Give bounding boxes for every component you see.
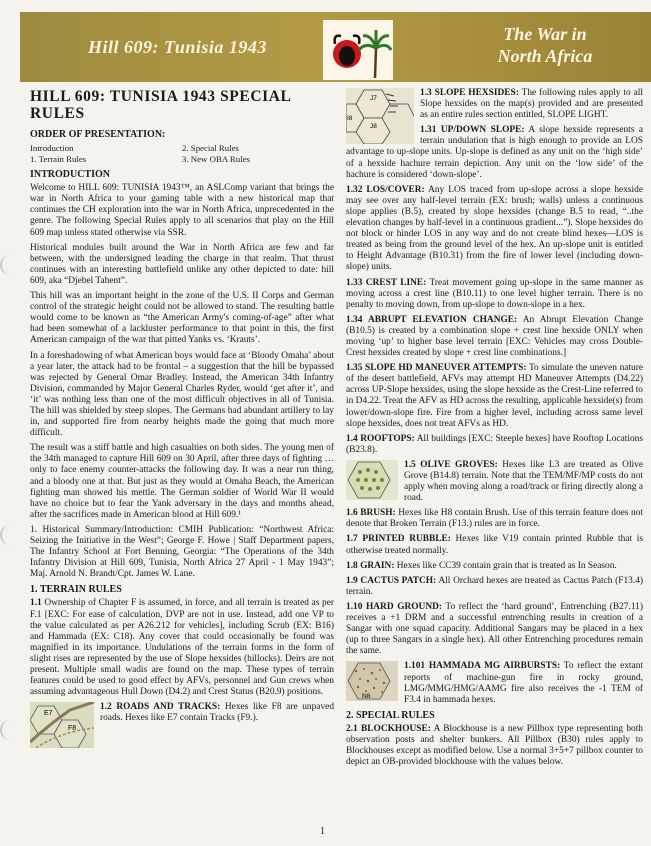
rule-label: 1.1 (30, 598, 42, 609)
order-list (30, 143, 334, 164)
rule-label: 1.32 LOS/COVER: (346, 184, 425, 195)
rule-1-6 (346, 508, 643, 530)
rule-label: 1.34 ABRUPT ELEVATION CHANGE: (346, 314, 518, 325)
binder-hole (0, 525, 20, 545)
rule-2-1 (346, 724, 643, 768)
rule-label: 1.33 CREST LINE: (346, 277, 427, 288)
rule-label: 1.2 ROADS AND TRACKS: (100, 702, 221, 713)
rule-text: Treat movement going up-slope in the same manner as moving across a crest line (B10.11) to one level higher terrain. There is no penalty to moving down, from up-slope to down-slope in a hex. (346, 277, 643, 310)
intro-paragraph: Welcome to HILL 609: TUNISIA 1943™, an ASLComp variant that brings the war in North Africa to your gaming table with a new historical map that continues the CH exploration into the war in North Africa, unprecedented in the genre. The following Special Rules apply to all scenarios that play on the Hill 609 map unless stated otherwise via SSR. (30, 183, 334, 238)
rule-1-4 (346, 434, 643, 456)
rule-1-3 (346, 88, 643, 130)
rule-1-1 (30, 598, 334, 698)
order-item: 2. Special Rules (182, 143, 239, 154)
rule-1-33 (346, 278, 643, 311)
rule-text: Hexes like V19 contain printed Rubble that is otherwise treated normally. (346, 534, 643, 556)
rule-text: Any LOS traced from up-slope across a slope hexside may see over any half-level terrain (EX: brush; walls) unless a continuous slope applies (B.5), created by slope hexsides (change B.5 to read, “..the elevation changes by half-level in a continuous gradient...”). Slope hexsides do not block or hinder LOS in any way and do not create blind hexes—LOS is treated as being from the ground level of the hex. An up-slope unit is entitled to Height Advantage (B10.31) from the fire of lower level (including down-slope) units. (346, 184, 644, 273)
rule-text: Hexes like F8 are unpaved roads. Hexes like E7 contain Tracks (F9.). (100, 702, 335, 724)
header-series-title (465, 23, 625, 67)
olive-grove-hex-diagram (346, 460, 398, 500)
intro-paragraph: The result was a stiff battle and high casualties on both sides. The young men of the 34th managed to capture Hill 609 on 30 April, after three days of fighting … only to face enemy counter-attacks the following day. It was a near run thing, and a bloody one at that. But just as they would at Omaha Beach, the American fighting man showed his mettle. The German soldier of World War II would have no choice but to fear the Yank adversary in the days and months ahead, after the sacrifices made in American blood at Hill 609.¹ (30, 443, 334, 520)
intro-paragraph: In a foreshadowing of what American boys would face at ‘Bloody Omaha’ about a year later, the attack had to be frontal – a suggestion that the hill be bypassed was rejected by General Omar Bradley. Instead, the American 34th Infantry Division, commanded by Major General Charles Ryder, would ‘get after it’, and ‘it’ was nothing less than one of the most difficult objectives in all of Tunisia. The hill was shielded by steep slopes. The Germans had abundant artillery to lay in, and supported fire from nearby heights made the going that much more difficult. (30, 350, 334, 439)
order-item: 1. Terrain Rules (30, 153, 87, 164)
rule-1-32 (346, 185, 643, 274)
footnote: 1. Historical Summary/Introduction: CMIH Publication: “Northwest Africa: Seizing the Initiative in the West”; George F. Howe | Staff Department papers, The Infantry School at Fort Benning, Georgia: “The Operations of the 34th Infantry Division at Hill 609, Tunisia, North Africa 27 April - 1 May 1943”; Maj. Arnold N. Brandt/Cpt. James W. Lane. (30, 524, 334, 580)
order-item: 3. New OBA Rules (182, 153, 250, 164)
special-rules-heading: 2. SPECIAL RULES (346, 709, 435, 721)
roads-hex-diagram (30, 702, 94, 748)
rule-label: 2.1 BLOCKHOUSE: (346, 723, 431, 734)
rule-label: 1.7 PRINTED RUBBLE: (346, 534, 451, 545)
rule-1-34 (346, 315, 643, 359)
header-banner (20, 12, 651, 82)
rule-label: 1.31 UP/DOWN SLOPE: (420, 125, 525, 136)
slope-hex-diagram (346, 88, 414, 144)
rule-1-5 (346, 460, 643, 504)
rule-label: 1.10 HARD GROUND: (346, 601, 442, 612)
rule-label: 1.101 HAMMADA MG AIRBURSTS: (404, 661, 561, 672)
rule-text: Hexes like H8 contain Brush. Use of this terrain feature does not denote that Broken Terrain (F13.) rules are in force. (346, 508, 644, 530)
rule-text: The following rules apply to all Slope hexsides on the map(s) provided and are presented as an entire rules section entitled, SLOPE LIGHT. (420, 88, 643, 121)
terrain-heading: 1. TERRAIN RULES (30, 584, 122, 596)
hex-label: J7 (370, 95, 377, 102)
rule-text: A slope hexside represents a terrain undulation that is high enough to provide an LOS advantage to up-slope units. Up-slope is defined as any unit on the ‘high side’ of a hexside hachure terrain depiction. Any unit on the ‘low side’ of the hachure is considered ‘down-slope’. (346, 125, 644, 180)
rule-label: 1.9 CACTUS PATCH: (346, 575, 437, 586)
bull-palm-logo-icon (323, 20, 393, 80)
rule-text: To reflect the extant reports of machine-gun fire in rocky ground, LMG/MMG/HMG/AAMG fire also receives the -1 TEM of F3.4 in hammada hexes. (404, 661, 643, 705)
order-heading: ORDER OF PRESENTATION: (30, 129, 166, 140)
rule-1-2 (30, 702, 335, 733)
rule-label: 1.5 OLIVE GROVES: (404, 459, 498, 470)
rule-text: All Orchard hexes are treated as Cactus Patch (F13.4) terrain. (346, 575, 643, 597)
rule-label: 1.3 SLOPE HEXSIDES: (420, 88, 519, 98)
rule-1-101 (346, 661, 643, 705)
left-column (30, 88, 334, 750)
rule-label: 1.4 ROOFTOPS: (346, 433, 415, 444)
rule-1-8 (346, 561, 643, 572)
rule-label: 1.8 GRAIN: (346, 560, 395, 571)
page-title: HILL 609: TUNISIA 1943 SPECIAL RULES (30, 88, 291, 122)
rule-1-35 (346, 363, 643, 430)
binder-hole (0, 720, 20, 740)
intro-heading: INTRODUCTION (30, 169, 111, 181)
rule-text: Hexes like CC39 contain grain that is treated as In Season. (396, 560, 617, 571)
rule-1-7 (346, 534, 643, 556)
rule-text: To reflect the ‘hard ground’, Entrenching (B27.11) receives a +1 DRM and a successful entrenching results in creation of a Sangar with one squad capacity. Additional Sangars may be placed in a hex (up to three Sangars in a single hex). All other Entrenching procedures remain the same. (346, 601, 643, 657)
rule-text: A Blockhouse is a new Pillbox type representing both observation posts and shelter bunkers. All Pillbox (B30) rules apply to Blockhouses except as modified below. Use a normal 3+5+7 pillbox counter to depict an OB-provided blockhouse with the values below. (346, 723, 643, 768)
rule-1-10 (346, 602, 643, 657)
intro-paragraph: Historical modules built around the War in North Africa are few and far between, with the undersigned leading the charge in that realm. That thrust continues with an interesting battlefield unlike any other depicted to date: hill 609, aka “Djebel Tahent”. (30, 242, 334, 286)
rule-text: To simulate the uneven nature of the desert battlefield, AFVs may attempt HD Maneuver Attempts (D4.22) across UP-Slope hexsides, using the slope hexside as the Crest-Line referred to in D4.22. Treat the AFV as HD across the resulting, applicable hexside(s) from lower/down-slope fire. Fire from a higher level, including across same level slope hexsides, does not treat AFVs as HD. (346, 363, 643, 429)
header-series-line1: The War in (503, 24, 587, 44)
rule-1-9 (346, 576, 643, 598)
right-column (346, 88, 643, 772)
hex-label: N8 (362, 693, 371, 701)
order-item: Introduction (30, 143, 74, 154)
rule-text: Ownership of Chapter F is assumed, in force, and all terrain is treated as per F.1 [EXC: For ease of calculation, DVP are not in use. Instead, add one VP to the value calculated as per A26.212 for vehicles], including Scrub (EX: B16) and Hammada (EX: C18). Any cover that could occasionally be found was magnified in its importance. Undulations of the terrain forms in the form of slight rises are represented by the use of Slope hexsides (hillocks). Deirs are not present. Multiple small wadis are found on the map. These types of terrain features could be used to good effect by AFVs, personnel and Gun crews when assuming advantageous Hull Down (D4.2) and Crest Status (B20.9) positions. (30, 598, 334, 698)
rule-text: An Abrupt Elevation Change (B10.5) is created by a combination slope + crest line hexside ONLY when moving ‘up’ to higher base level terrain [EXC: Vehicles may cross Double-Crest hexsides created by slope + crest line combinations.] (346, 314, 644, 359)
hex-label: J8 (370, 123, 377, 130)
intro-paragraph: This hill was an important height in the zone of the U.S. II Corps and German control of the strategic height could not be allowed to stand. The resulting battle would come to be known as “the American Army's coming-of-age” after what had been somewhat of a lackluster performance to that point in this, the first American campaign of the war that pitted Yanks vs. ‘Krauts’. (30, 291, 334, 346)
rule-text: Hexes like L3 are treated as Olive Grove (B14.8) terrain. Note that the TEM/MF/MP costs do not apply when moving along a road/track or firing directly along a road. (404, 459, 644, 504)
header-module-title: Hill 609: Tunisia 1943 (88, 37, 267, 57)
hex-label: F8 (68, 725, 77, 733)
rule-text: All buildings [EXC: Steeple hexes] have Rooftop Locations (B23.8). (346, 433, 643, 455)
page-number: 1 (320, 826, 325, 837)
hammada-hex-diagram (346, 661, 398, 701)
header-series-line2: North Africa (497, 46, 593, 66)
rule-label: 1.6 BRUSH: (346, 508, 396, 519)
hex-label: I8 (347, 115, 353, 122)
hex-label: E7 (44, 710, 53, 718)
binder-hole (0, 255, 20, 275)
rule-label: 1.35 SLOPE HD MANEUVER ATTEMPTS: (346, 363, 527, 374)
